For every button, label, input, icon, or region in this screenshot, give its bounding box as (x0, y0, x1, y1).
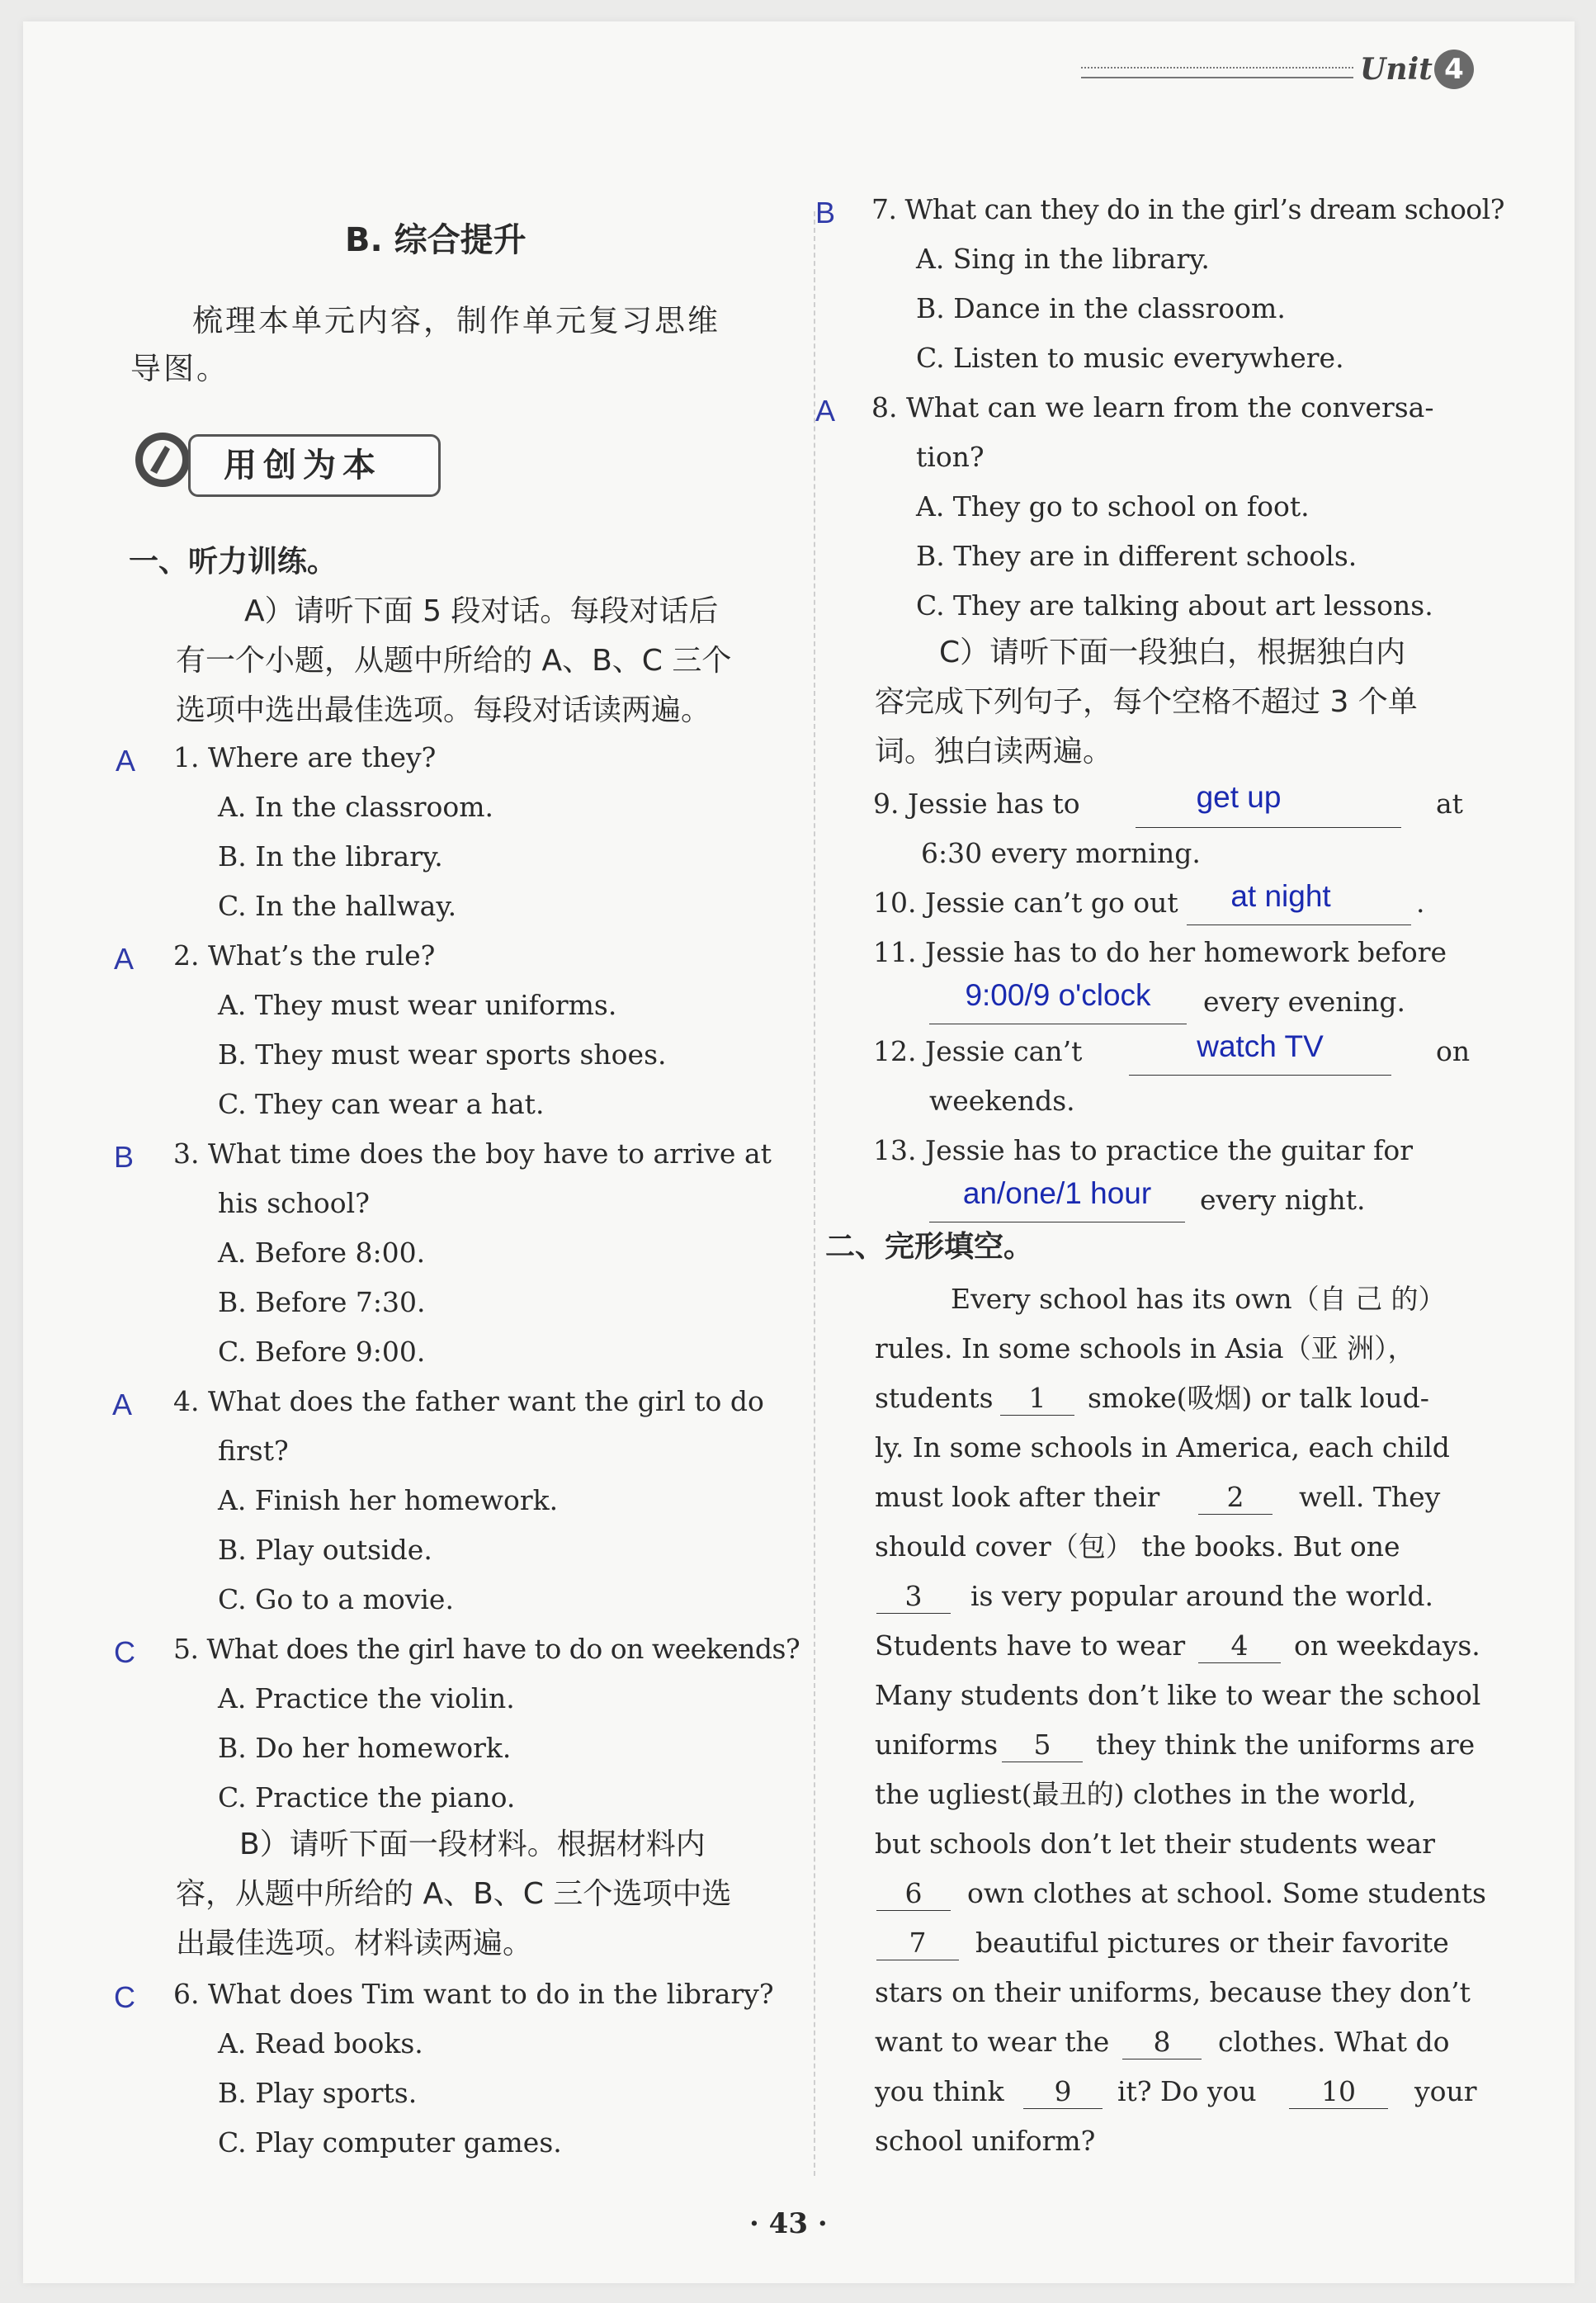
cloze-line: clothes. What do (1218, 2026, 1450, 2058)
fill-question-post: every night. (1200, 1184, 1366, 1216)
option: C. Go to a movie. (218, 1583, 454, 1615)
fill-answer: 9:00/9 o'clock (965, 978, 1151, 1012)
header-dotted-rule (1081, 67, 1353, 78)
option: A. Sing in the library. (916, 243, 1210, 275)
cloze-line: on weekdays. (1294, 1629, 1480, 1662)
answer-mark: C (114, 1635, 135, 1669)
cloze-line: own clothes at school. Some students (967, 1877, 1486, 1909)
option: A. Finish her homework. (218, 1484, 559, 1516)
listening-c-instr-2: 容完成下列句子，每个空格不超过 3 个单 (875, 685, 1418, 719)
cloze-line: they think the uniforms are (1096, 1728, 1476, 1761)
cloze-blank-6: 6 (876, 1877, 951, 1911)
page-number: · 43 · (749, 2207, 828, 2240)
cloze-line: the ugliest(最丑的) clothes in the world, (875, 1778, 1417, 1810)
question-text: 7. What can they do in the girl’s dream school? (871, 193, 1504, 225)
section-b-instruction-2: 导图。 (130, 351, 229, 386)
listening-b-instr-3: 出最佳选项。材料读两遍。 (176, 1927, 533, 1960)
cloze-line: school uniform? (875, 2125, 1096, 2157)
option: A. Read books. (218, 2027, 423, 2059)
option: B. They are in different schools. (916, 540, 1358, 572)
option: A. In the classroom. (218, 791, 493, 823)
listening-c-instr-1: C）请听下面一段独白，根据独白内 (939, 636, 1406, 669)
option: A. They must wear uniforms. (218, 989, 617, 1021)
unit-label: Unit (1360, 52, 1433, 87)
section-b-title: B. 综合提升 (345, 221, 526, 259)
cloze-line: well. They (1299, 1481, 1441, 1513)
cloze-line: is very popular around the world. (970, 1580, 1433, 1612)
cloze-blank-2: 2 (1198, 1481, 1273, 1515)
cloze-blank-5: 5 (1002, 1728, 1083, 1762)
option: C. In the hallway. (218, 890, 457, 922)
fill-answer: at night (1230, 879, 1331, 913)
cloze-line: rules. In some schools in Asia（亚 洲）， (875, 1332, 1415, 1364)
option: B. They must wear sports shoes. (218, 1038, 667, 1071)
answer-mark: A (114, 942, 135, 976)
cloze-line: Many students don’t like to wear the school (875, 1679, 1481, 1711)
option: C. Play computer games. (218, 2126, 562, 2159)
cloze-blank-3: 3 (876, 1580, 951, 1614)
fill-question: 12. Jessie can’t (873, 1035, 1083, 1067)
cloze-line: but schools don’t let their students wear (875, 1828, 1435, 1860)
listening-a-instr-1: A）请听下面 5 段对话。每段对话后 (244, 594, 719, 628)
question-text: 6. What does Tim want to do in the library? (173, 1978, 774, 2010)
cloze-line: smoke(吸烟) or talk loud- (1088, 1382, 1429, 1414)
cloze-line: Students have to wear (875, 1629, 1186, 1662)
question-text: 3. What time does the boy have to arrive at (173, 1137, 772, 1170)
cloze-blank-8: 8 (1122, 2026, 1202, 2059)
section-b-instruction-1: 梳理本单元内容，制作单元复习思维 (192, 303, 720, 338)
fill-question-post: at (1436, 787, 1463, 820)
cloze-line: beautiful pictures or their favorite (975, 1927, 1449, 1959)
listening-a-instr-2: 有一个小题，从题中所给的 A、B、C 三个 (176, 644, 732, 678)
answer-mark: A (116, 744, 136, 778)
cloze-line: ly. In some schools in America, each child (875, 1431, 1450, 1464)
badge-icon (132, 429, 193, 490)
listening-b-instr-2: 容，从题中所给的 A、B、C 三个选项中选 (176, 1877, 732, 1911)
question-text-cont: first? (218, 1435, 289, 1467)
option: C. Listen to music everywhere. (916, 342, 1344, 374)
fill-question-post: . (1416, 887, 1425, 919)
fill-answer: watch TV (1197, 1029, 1324, 1063)
cloze-heading: 二、完形填空。 (825, 1230, 1034, 1264)
workbook-page (23, 21, 1575, 2283)
question-text: 4. What does the father want the girl to do (173, 1385, 764, 1417)
cloze-line: uniforms (875, 1728, 999, 1761)
option: B. Play sports. (218, 2077, 418, 2109)
answer-mark: A (112, 1388, 133, 1421)
badge (188, 434, 441, 497)
option: A. They go to school on foot. (916, 490, 1310, 523)
question-text: 5. What does the girl have to do on weekends? (173, 1633, 800, 1665)
fill-question: 11. Jessie has to do her homework before (873, 936, 1447, 968)
fill-answer: get up (1196, 780, 1282, 814)
fill-answer: an/one/1 hour (962, 1176, 1152, 1210)
answer-mark: B (114, 1140, 135, 1174)
fill-question-cont: weekends. (929, 1085, 1075, 1117)
cloze-blank-7: 7 (876, 1927, 959, 1960)
fill-blank-line (1129, 1075, 1391, 1076)
cloze-line: you think (875, 2075, 1004, 2107)
question-text: 8. What can we learn from the conversa- (871, 391, 1434, 423)
option: A. Practice the violin. (218, 1682, 515, 1714)
cloze-line: should cover（包） the books. But one (875, 1530, 1400, 1563)
listening-b-instr-1: B）请听下面一段材料。根据材料内 (239, 1828, 706, 1861)
option: B. Play outside. (218, 1534, 432, 1566)
cloze-blank-10: 10 (1289, 2075, 1388, 2109)
fill-question-post: every evening. (1203, 986, 1405, 1018)
option: B. In the library. (218, 840, 443, 872)
option: B. Before 7:30. (218, 1286, 426, 1318)
option: A. Before 8:00. (218, 1237, 426, 1269)
fill-question: 10. Jessie can’t go out (873, 887, 1178, 919)
cloze-line: want to wear the (875, 2026, 1110, 2058)
option: C. They are talking about art lessons. (916, 589, 1433, 622)
fill-blank-line (1136, 827, 1401, 828)
cloze-blank-9: 9 (1023, 2075, 1103, 2109)
question-text: 1. Where are they? (173, 741, 437, 773)
option: B. Do her homework. (218, 1732, 512, 1764)
cloze-line: Every school has its own（自 己 的） (951, 1283, 1446, 1315)
question-text: 2. What’s the rule? (173, 939, 436, 972)
column-divider (814, 211, 815, 2176)
fill-question: 9. Jessie has to (873, 787, 1080, 820)
question-text-cont: his school? (218, 1187, 370, 1219)
badge-label: 用创为本 (224, 447, 382, 485)
option: C. Before 9:00. (218, 1336, 426, 1368)
cloze-blank-4: 4 (1198, 1629, 1281, 1663)
answer-mark: A (815, 394, 836, 428)
option: B. Dance in the classroom. (916, 292, 1286, 324)
listening-a-instr-3: 选项中选出最佳选项。每段对话读两遍。 (176, 693, 711, 727)
listening-heading: 一、听力训练。 (129, 545, 338, 579)
cloze-line: must look after their (875, 1481, 1160, 1513)
answer-mark: C (114, 1980, 135, 2014)
listening-c-instr-3: 词。独白读两遍。 (875, 735, 1113, 768)
cloze-blank-1: 1 (1000, 1382, 1074, 1416)
cloze-line: stars on their uniforms, because they don’t (875, 1976, 1471, 2008)
answer-mark: B (815, 196, 836, 229)
fill-question-post: on (1436, 1035, 1471, 1067)
unit-number-badge (1434, 50, 1474, 89)
cloze-line: your (1414, 2075, 1477, 2107)
fill-question-cont: 6:30 every morning. (921, 837, 1201, 869)
cloze-line: students (875, 1382, 994, 1414)
option: C. Practice the piano. (218, 1781, 516, 1814)
unit-number: 4 (1444, 53, 1464, 86)
option: C. They can wear a hat. (218, 1088, 545, 1120)
fill-question: 13. Jessie has to practice the guitar for (873, 1134, 1414, 1166)
cloze-line: it? Do you (1117, 2075, 1257, 2107)
question-text-cont: tion? (916, 441, 985, 473)
